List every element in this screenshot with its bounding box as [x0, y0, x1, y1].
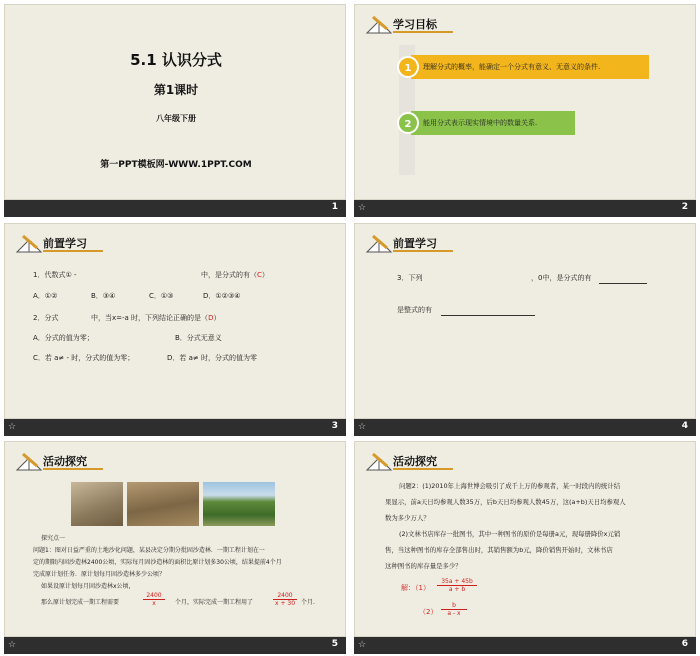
problem2-line-6: 这种图书的库存量是多少？ [385, 562, 462, 570]
question-1-tail: 中，是分式的有（C） [201, 271, 269, 279]
slide-canvas [4, 223, 346, 419]
slide-footer [4, 419, 346, 436]
goal-number-2: 2 [397, 112, 419, 134]
slide-header [15, 450, 155, 472]
grade-label: 八年级下册 [156, 114, 196, 123]
slide-thumbnail-4[interactable] [354, 223, 696, 436]
solution-label: 解：（1） [401, 584, 430, 592]
answer-line-2 [441, 315, 535, 316]
option-d-2: D．若 a≠ 时，分式的值为零 [167, 354, 258, 362]
fraction-planned: $\frac{2400}{x}$ [143, 592, 165, 607]
slide-header [365, 232, 505, 254]
brand-text: 第一PPT模板网-WWW.1PPT.COM [100, 160, 252, 170]
question-3b: 是整式的有 [397, 306, 432, 314]
question-3: 3．下列 [397, 274, 423, 282]
header-underline [43, 250, 103, 252]
goal-text-1: 理解分式的概率，能确定一个分式有意义、无意义的条件. [423, 63, 601, 71]
slide-header [365, 450, 505, 472]
slide-thumbnail-3[interactable] [4, 223, 346, 436]
problem-line-5c: 个月. [301, 599, 315, 606]
book-pencil-icon [365, 232, 395, 254]
slide-footer [354, 637, 696, 654]
option-b-2: B．分式无意义 [175, 334, 222, 342]
animation-star-icon: ☆ [8, 422, 17, 432]
book-pencil-icon [365, 450, 395, 472]
option-c: C．①③ [149, 292, 174, 300]
slide-thumbnail-2[interactable] [354, 4, 696, 217]
slide-canvas [354, 223, 696, 419]
goal-text-2: 能用分式表示现实情境中的数量关系. [423, 119, 538, 127]
header-underline [393, 468, 453, 470]
slide-thumbnail-5[interactable] [4, 441, 346, 654]
problem2-line-1: 问题2：(1)2010年上海世博会吸引了成千上万的参观者，某一时段内的统计结 [399, 482, 621, 490]
goal-number-1: 1 [397, 56, 419, 78]
slide-footer [354, 419, 696, 436]
slide-canvas [354, 441, 696, 637]
goal-bar-1 [411, 55, 649, 79]
option-d: D．①②③④ [203, 292, 241, 300]
header-title: 活动探究 [43, 455, 87, 468]
slide-subtitle: 第1课时 [153, 83, 199, 97]
animation-star-icon: ☆ [8, 640, 17, 650]
slide-number: 1 [331, 202, 338, 212]
book-pencil-icon [15, 450, 45, 472]
header-title: 学习目标 [393, 18, 437, 31]
option-b: B．③④ [91, 292, 116, 300]
header-title: 前置学习 [43, 237, 87, 250]
slide-footer [4, 200, 346, 217]
question-2-tail: 中，当x=-a 时，下列结论正确的是（D） [91, 314, 221, 322]
slide-canvas [354, 4, 696, 200]
header-title: 前置学习 [393, 237, 437, 250]
question-3-tail: ，0中，是分式的有 [531, 274, 592, 282]
problem-line-2: 定的期限内固沙造林2400公顷，实际每月固沙造林的面积比原计划多30公顷，结果提前4个月 [33, 559, 282, 566]
book-pencil-icon [365, 13, 395, 35]
problem-line-1: 问题1：图对日益严重的土地沙化问题，某县决定分期分批固沙造林．一期工程计划在一 [33, 547, 265, 554]
answer-fraction-1: $\frac{35a + 45b}{a + b}$ [437, 578, 477, 593]
slide-canvas [4, 441, 346, 637]
slide-title: 5.1 认识分式 [130, 51, 222, 69]
slide-footer [4, 637, 346, 654]
slide-number: 3 [331, 421, 338, 431]
animation-star-icon: ☆ [358, 203, 367, 213]
slide-canvas [4, 4, 346, 200]
slide-number: 2 [681, 202, 688, 212]
question-1: 1．代数式① - [33, 271, 77, 279]
slide-footer [354, 200, 696, 217]
explore-point: 探究点一 [41, 535, 66, 542]
answer-fraction-2: $\frac{b}{a - x}$ [441, 602, 467, 617]
header-underline [393, 31, 453, 33]
sandstorm-photo [71, 482, 123, 526]
problem-line-5b: 个月，实际完成一期工程用了 [175, 599, 254, 606]
problem2-line-3: 数为多少万人？ [385, 514, 430, 522]
option-a: A．①② [33, 292, 58, 300]
animation-star-icon: ☆ [358, 640, 367, 650]
slide-header [365, 13, 505, 35]
slide-header [15, 232, 155, 254]
problem2-line-2: 果显示，前a天日均参观人数35万，后b天日均参观人数45万，这(a+b)天日均参观人 [385, 498, 626, 506]
problem2-line-5: 售，当这种图书的库存全部售出时，其销售额为b元，降价销售开始时，文林书店 [385, 546, 613, 554]
planting-photo [127, 482, 199, 526]
problem-line-5: 那么原计划完成一期工程需要 [41, 599, 120, 606]
question-2-answer: D [208, 314, 214, 322]
forest-photo [203, 482, 275, 526]
slide-number: 5 [331, 639, 338, 649]
header-title: 活动探究 [393, 455, 437, 468]
slide-thumbnail-6[interactable] [354, 441, 696, 654]
solution-label-2: （2） [419, 608, 438, 616]
slide-number: 4 [681, 421, 688, 431]
problem-line-3: 完成原计划任务．原计划每月固沙造林多少公顷？ [33, 571, 166, 578]
fraction-actual: $\frac{2400}{x + 30}$ [274, 592, 296, 607]
option-a-2: A．分式的值为零； [33, 334, 94, 342]
question-2: 2．分式 [33, 314, 59, 322]
goal-bar-2 [411, 111, 575, 135]
slide-thumbnail-1[interactable] [4, 4, 346, 217]
slide-number: 6 [681, 639, 688, 649]
problem2-line-4: (2)文林书店库存一批图书，其中一种图书的原价是每册a元，现每册降价x元销 [399, 530, 621, 538]
question-1-answer: C [257, 271, 262, 279]
book-pencil-icon [15, 232, 45, 254]
animation-star-icon: ☆ [358, 422, 367, 432]
answer-line-1 [599, 283, 647, 284]
header-underline [393, 250, 453, 252]
problem-line-4: 如果设原计划每月固沙造林x公顷， [41, 583, 135, 590]
header-underline [43, 468, 103, 470]
option-c-2: C．若 a≠ - 时，分式的值为零； [33, 354, 135, 362]
